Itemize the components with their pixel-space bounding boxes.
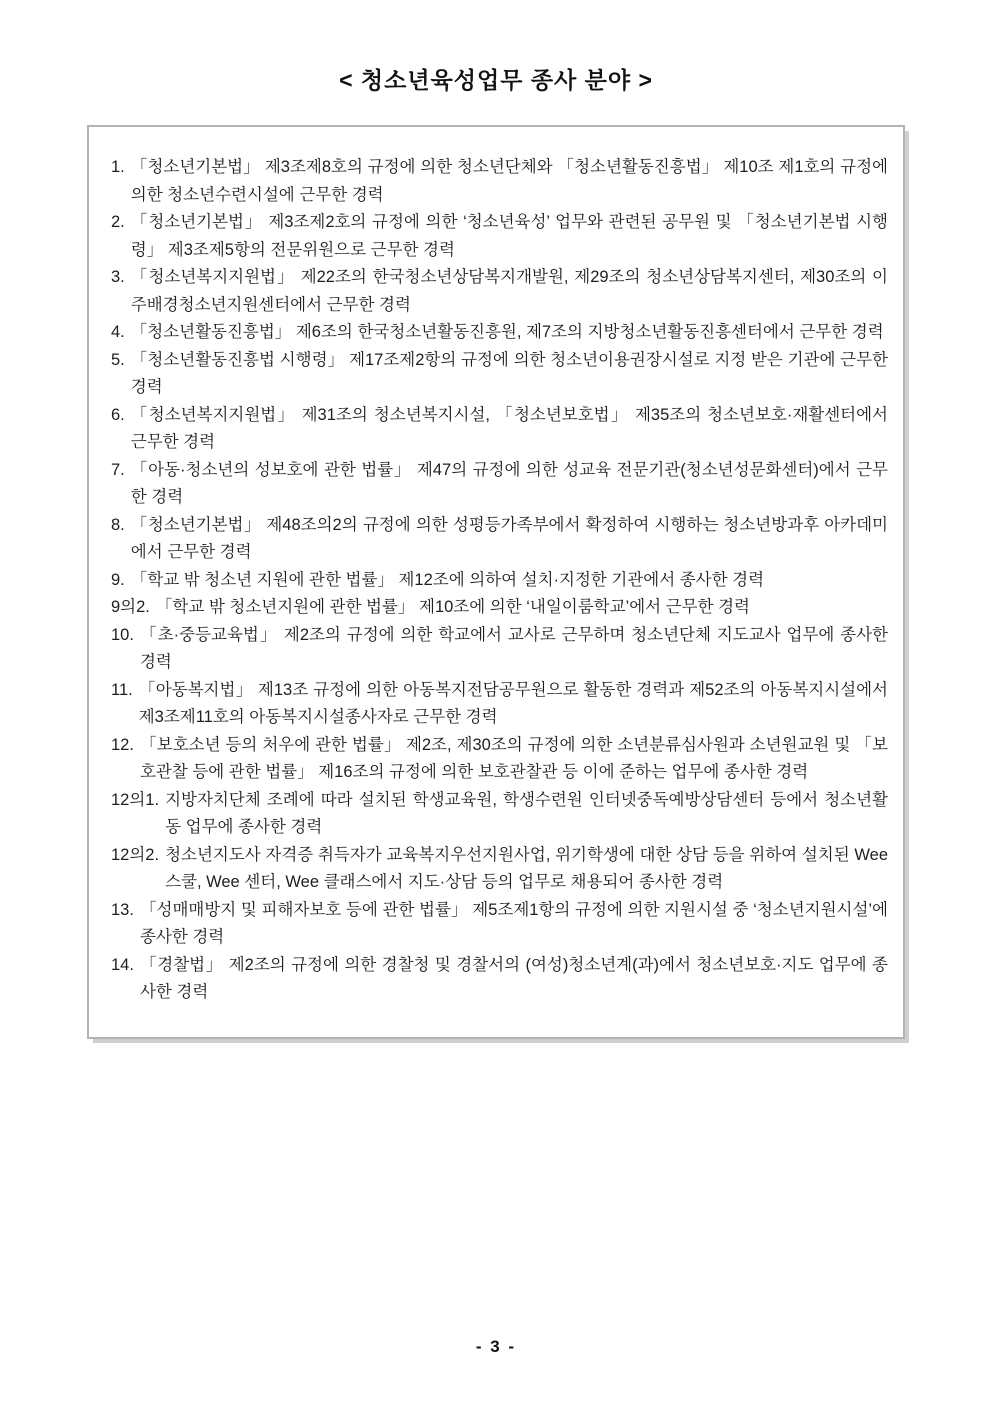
list-item [111, 402, 888, 457]
item-number: 14. [111, 955, 134, 974]
list-item [111, 732, 888, 787]
item-text: 「초·중등교육법」 제2조의 규정에 의한 학교에서 교사로 근무하며 청소년단체 지도교사 업무에 종사한 경력 [139, 625, 888, 671]
item-text: 「청소년복지지원법」 제31조의 청소년복지시설, 「청소년보호법」 제35조의 청소년보호·재활센터에서 근무한 경력 [130, 405, 888, 451]
item-number: 12의2. [111, 845, 160, 864]
item-number: 12. [111, 735, 134, 754]
list-item [111, 897, 888, 952]
item-text: 「성매매방지 및 피해자보호 등에 관한 법률」 제5조제1항의 규정에 의한 지원시설 중 ‘청소년지원시설’에 종사한 경력 [139, 900, 888, 946]
list-item [111, 952, 888, 1007]
item-text: 「청소년복지지원법」 제22조의 한국청소년상담복지개발원, 제29조의 청소년상담복지센터, 제30조의 이주배경청소년지원센터에서 근무한 경력 [130, 268, 888, 314]
career-fields-box [87, 125, 905, 1039]
item-text: 청소년지도사 자격증 취득자가 교육복지우선지원사업, 위기학생에 대한 상담 등을 위하여 설치된 Wee 스쿨, Wee 센터, Wee 클래스에서 지도·상담 등의 업무로 채용되어 종사한 경력 [165, 845, 888, 891]
item-text: 「학교 밖 청소년지원에 관한 법률」 제10조에 의한 ‘내일이룸학교’에서 근무한 경력 [155, 598, 750, 616]
item-number: 1. [111, 158, 125, 176]
item-number: 5. [111, 350, 125, 369]
item-number: 12의1. [111, 790, 160, 809]
item-number: 10. [111, 625, 134, 644]
item-text: 「아동·청소년의 성보호에 관한 법률」 제47의 규정에 의한 성교육 전문기관(청소년성문화센터)에서 근무한 경력 [130, 460, 888, 506]
item-number: 9. [111, 570, 125, 589]
item-text: 「청소년활동진흥법 시행령」 제17조제2항의 규정에 의한 청소년이용권장시설로 지정 받은 기관에 근무한 경력 [130, 350, 888, 396]
list-item [111, 209, 888, 264]
item-text: 「청소년활동진흥법」 제6조의 한국청소년활동진흥원, 제7조의 지방청소년활동진흥센터에서 근무한 경력 [130, 323, 884, 341]
list-item [111, 154, 888, 209]
item-number: 3. [111, 268, 125, 286]
list-item [111, 457, 888, 512]
item-number: 4. [111, 323, 125, 341]
page-title: < 청소년육성업무 종사 분야 > [339, 67, 653, 93]
list-item [111, 842, 888, 897]
list-item [111, 677, 888, 732]
page-number: - 3 - [475, 1337, 517, 1356]
item-number: 2. [111, 213, 125, 231]
list-item [111, 567, 888, 595]
list-item [111, 622, 888, 677]
list-item [111, 594, 888, 622]
item-number: 9의2. [111, 598, 150, 616]
item-number: 13. [111, 900, 134, 919]
item-number: 8. [111, 515, 125, 534]
item-text: 지방자치단체 조례에 따라 설치된 학생교육원, 학생수련원 인터넷중독예방상담센터 등에서 청소년활동 업무에 종사한 경력 [165, 790, 888, 836]
item-text: 「아동복지법」 제13조 규정에 의한 아동복지전담공무원으로 활동한 경력과 제52조의 아동복지시설에서 제3조제11호의 아동복지시설종사자로 근무한 경력 [138, 680, 888, 726]
item-text: 「경찰법」 제2조의 규정에 의한 경찰청 및 경찰서의 (여성)청소년계(과)에서 청소년보호·지도 업무에 종사한 경력 [139, 955, 888, 1001]
item-text: 「청소년기본법」 제48조의2의 규정에 의한 성평등가족부에서 확정하여 시행하는 청소년방과후 아카데미에서 근무한 경력 [130, 515, 888, 561]
list-item [111, 787, 888, 842]
list-item [111, 264, 888, 319]
item-number: 11. [111, 680, 133, 699]
item-text: 「청소년기본법」 제3조제2호의 규정에 의한 ‘청소년육성’ 업무와 관련된 공무원 및 「청소년기본법 시행령」 제3조제5항의 전문위원으로 근무한 경력 [130, 213, 888, 259]
list-item [111, 319, 888, 347]
item-number: 6. [111, 405, 125, 424]
item-text: 「청소년기본법」 제3조제8호의 규정에 의한 청소년단체와 「청소년활동진흥법」 제10조 제1호의 규정에 의한 청소년수련시설에 근무한 경력 [130, 158, 888, 204]
list-item [111, 512, 888, 567]
item-text: 「학교 밖 청소년 지원에 관한 법률」 제12조에 의하여 설치·지정한 기관에서 종사한 경력 [130, 570, 765, 589]
list-item [111, 347, 888, 402]
item-text: 「보호소년 등의 처우에 관한 법률」 제2조, 제30조의 규정에 의한 소년분류심사원과 소년원교원 및 「보호관찰 등에 관한 법률」 제16조의 규정에 의한 보호관찰관 등 이에 준하는 업무에 종사한 경력 [139, 735, 888, 781]
item-number: 7. [111, 460, 125, 479]
